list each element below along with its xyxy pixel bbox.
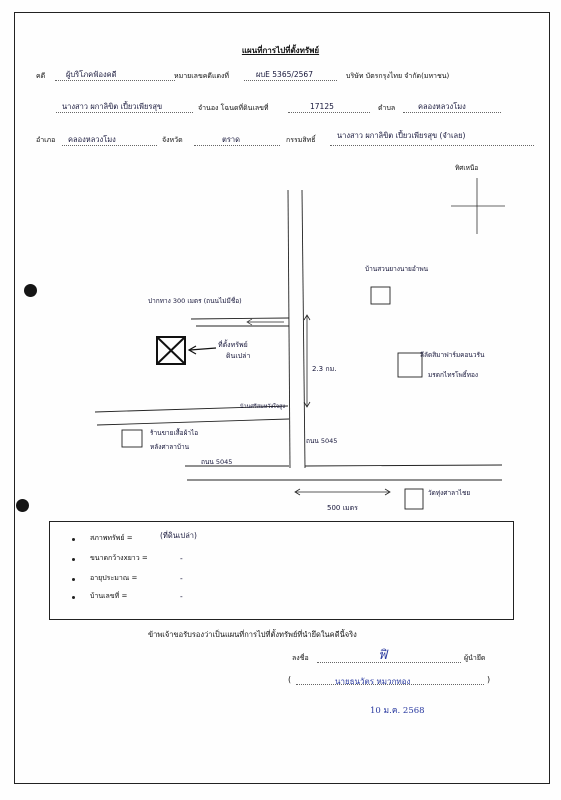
paren-open: (: [288, 675, 292, 684]
distance-label: 2.3 กม.: [312, 365, 337, 373]
landmark-bottom-right: วัดทุ่งศาลาไชย: [428, 489, 471, 497]
note-road-entrance: ปากทาง 300 เมตร (ถนนไม่มีชื่อ): [148, 297, 242, 305]
landmark-left-1: ร้านขายเสื้อผ้าไอ: [150, 429, 199, 437]
distance-bottom: 500 เมตร: [327, 504, 358, 512]
amphoe-label: อำเภอ: [36, 136, 56, 144]
owner-value: นางสาว ผกาลิขิต เปี้ยวเพียรสุข (จำเลย): [337, 131, 466, 140]
deed-label: จำนอง โฉนดที่ดินเลขที่: [198, 104, 269, 112]
compass-label: ทิศเหนือ: [455, 164, 479, 172]
tambon-label: ตำบล: [378, 104, 396, 112]
sign-label: ลงชื่อ: [292, 654, 309, 662]
signature: ฟิ: [378, 648, 388, 663]
black-no-label: หมายเลขคดีแดงที่: [174, 72, 230, 80]
sign-date: 10 ม.ค. 2568: [370, 706, 425, 716]
amphoe-value: คลองหลวงโมง: [68, 135, 116, 144]
legend-label-size: ขนาดกว้างxยาว =: [90, 554, 148, 562]
landmark-north-top: บ้านสวนยางนายอำพน: [365, 265, 429, 273]
sign-suffix: ผู้นำยึด: [464, 654, 486, 662]
sign-dots: [317, 662, 461, 663]
landmark-left-2: หลังศาลาบ้าน: [150, 443, 190, 451]
property-label-2: ดินเปล่า: [226, 352, 251, 360]
road-label-bottom: ถนน 5045: [201, 458, 233, 466]
black-no-value: ผบE 5365/2567: [256, 70, 313, 79]
property-label-1: ที่ตั้งทรัพย์: [218, 341, 248, 349]
page-title: แผนที่การไปที่ตั้งทรัพย์: [241, 46, 320, 55]
tambon-value: คลองหลวงโมง: [418, 102, 466, 111]
legend-value-age: -: [180, 574, 183, 583]
legend-value-size: -: [180, 554, 183, 563]
bullet: [72, 578, 75, 581]
legend-label-condition: สภาพทรัพย์ =: [90, 534, 133, 542]
paren-close: ): [487, 675, 491, 684]
crossing-label: บ้านศรีสมหวังใจสูง: [240, 404, 286, 410]
road-label-vertical: ถนน 5045: [306, 437, 338, 445]
landmark-right-2: มรดกไทรโพธิ์ทอง: [428, 371, 479, 379]
defendant-value: นางสาว ผกาลิขิต เปี้ยวเพียรสุข: [62, 102, 163, 111]
province-value: ตราด: [222, 135, 240, 144]
case-value: ผู้บริโภคฟ้องคดี: [66, 70, 117, 79]
deed-value: 17125: [310, 102, 334, 111]
property-details-box: [49, 521, 514, 620]
province-label: จังหวัด: [162, 136, 183, 144]
legend-label-age: อายุประมาณ =: [90, 574, 138, 582]
case-label: คดี: [36, 72, 46, 80]
legend-value-condition: (ที่ดินเปล่า): [160, 531, 197, 540]
signer-name: นายธนวัตร หมวกทอง: [335, 677, 411, 686]
bullet: [72, 538, 75, 541]
landmark-right-1: ลีลัดสิมาฟาร์มคอนวรัน: [420, 351, 485, 359]
certify-statement: ข้าพเจ้าขอรับรองว่าเป็นแผนที่การไปที่ตั้งทรัพย์ที่นำยึดในคดีนี้จริง: [148, 630, 357, 639]
bullet: [72, 558, 75, 561]
owner-label: กรรมสิทธิ์: [286, 136, 316, 144]
company-name: บริษัท บัตรกรุงไทย จำกัด(มหาชน): [346, 72, 450, 80]
legend-label-house-no: บ้านเลขที่ =: [90, 592, 128, 600]
legend-value-house-no: -: [180, 592, 183, 601]
bullet: [72, 596, 75, 599]
